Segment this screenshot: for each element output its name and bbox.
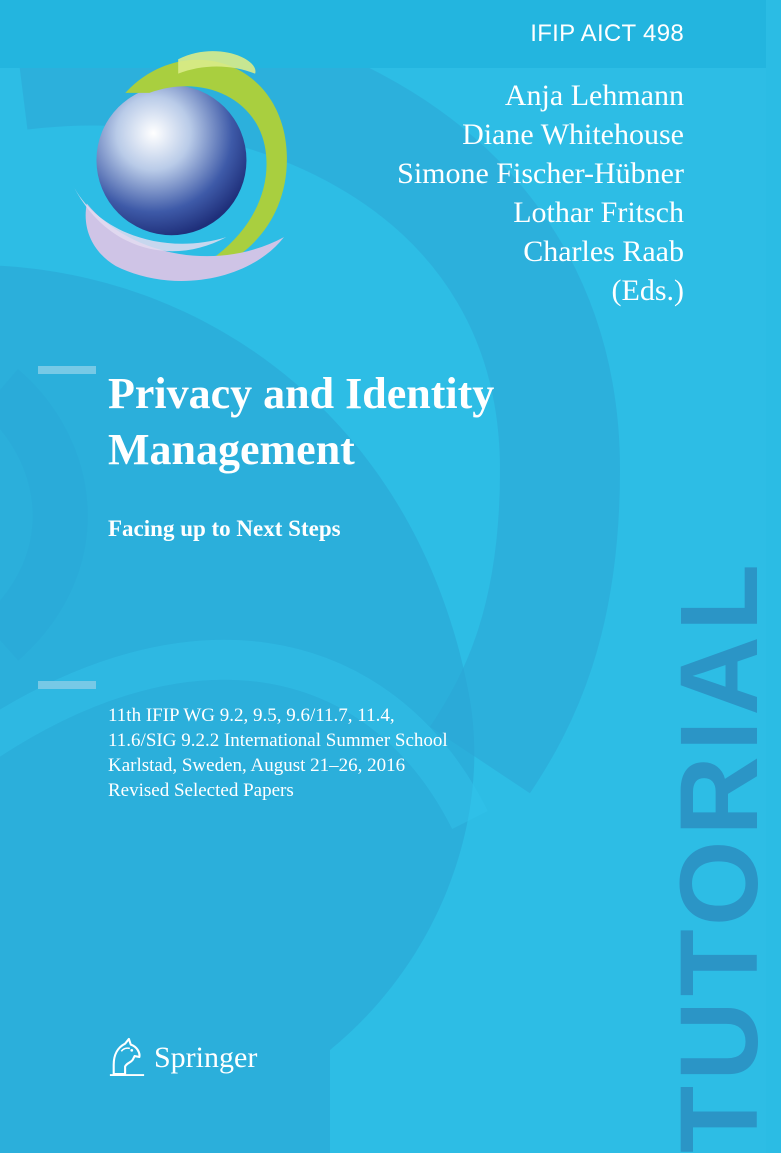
details-line: 11.6/SIG 9.2.2 International Summer School xyxy=(108,730,448,751)
book-title xyxy=(108,366,668,478)
editor-name: Simone Fischer-Hübner xyxy=(397,157,684,190)
editor-name: Diane Whitehouse xyxy=(462,118,684,151)
editor-name: Anja Lehmann xyxy=(504,79,684,112)
tutorial-spine-label: TUTORIAL xyxy=(658,558,781,1153)
book-title-line: Management xyxy=(108,425,355,474)
publisher xyxy=(108,1032,257,1078)
title-block xyxy=(108,366,668,542)
editor-name: Charles Raab xyxy=(523,235,684,268)
accent-bar-top xyxy=(38,366,96,374)
editors-suffix: (Eds.) xyxy=(611,274,684,307)
ifip-globe-logo xyxy=(58,40,308,290)
details-line: 11th IFIP WG 9.2, 9.5, 9.6/11.7, 11.4, xyxy=(108,705,395,726)
book-subtitle: Facing up to Next Steps xyxy=(108,516,341,541)
accent-bar-bottom xyxy=(38,681,96,689)
editors-list xyxy=(397,76,684,310)
series-label: IFIP AICT 498 xyxy=(530,20,684,47)
details-line: Revised Selected Papers xyxy=(108,780,294,801)
publisher-name: Springer xyxy=(154,1041,258,1074)
details-line: Karlstad, Sweden, August 21–26, 2016 xyxy=(108,755,406,776)
book-title-line: Privacy and Identity xyxy=(108,369,495,418)
editor-name: Lothar Fritsch xyxy=(513,196,684,229)
event-details xyxy=(108,703,448,803)
springer-horse-icon xyxy=(108,1036,146,1078)
